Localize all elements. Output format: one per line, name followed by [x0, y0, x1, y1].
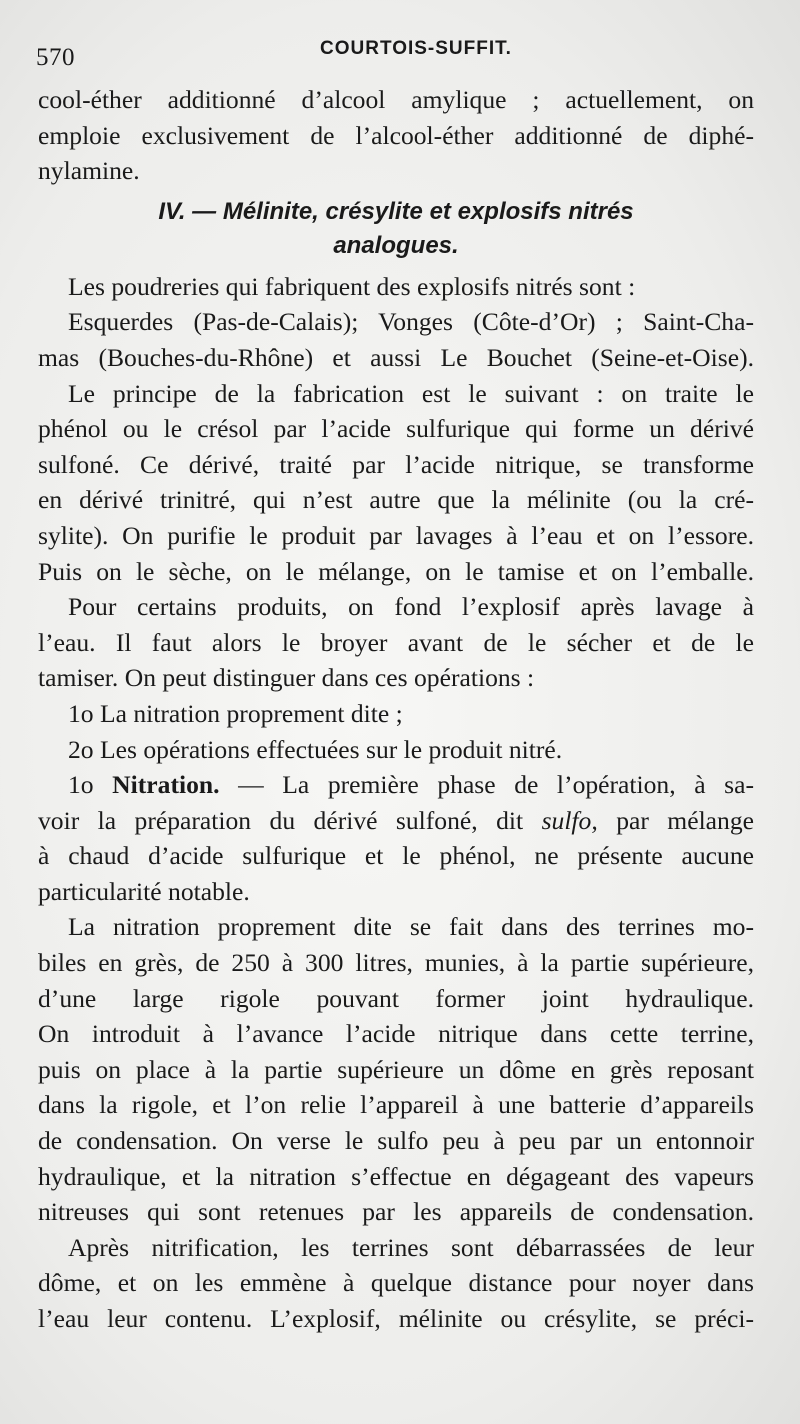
section-heading-line: analogues. [333, 231, 459, 259]
text-line: nylamine. [38, 156, 140, 186]
list-item: 1o La nitration proprement dite ; [68, 698, 403, 728]
text-line: l’eau leur contenu. L’explosif, mélinite ou crésylite, se préci- [38, 1304, 754, 1333]
text-line: Le principe de la fabrication est le suivant : on traite le [68, 378, 754, 408]
text-line: Puis on le sèche, on le mélange, on le tamise et on l’emballe. [38, 556, 754, 586]
text-line: Après nitrification, les terrines sont débarrassées de leur [68, 1232, 754, 1262]
text-line: cool-éther additionné d’alcool amylique ; actuellement, on [38, 85, 754, 114]
text-line: nitreuses qui sont retenues par les appareils de condensation. [38, 1197, 754, 1227]
section-heading [38, 195, 754, 263]
text-line: l’eau. Il faut alors le broyer avant de le sécher et de le [38, 627, 754, 657]
text-line: La nitration proprement dite se fait dans des terrines mo- [68, 912, 754, 942]
page-header [36, 38, 756, 78]
text-line: d’une large rigole pouvant former joint hydraulique. [38, 983, 754, 1013]
text-line: sulfoné. Ce dérivé, traité par l’acide nitrique, se transforme [38, 449, 754, 479]
text-line: mas (Bouches-du-Rhône) et aussi Le Bouchet (Seine-et-Oise). [38, 342, 754, 372]
text-line: de condensation. On verse le sulfo peu à peu par un entonnoir [38, 1126, 754, 1156]
text-line: dans la rigole, et l’on relie l’appareil à une batterie d’appareils [38, 1090, 754, 1120]
italic-term: sulfo, [541, 805, 598, 835]
text-line: Pour certains produits, on fond l’explosif après lavage à [68, 592, 754, 622]
text-line: en dérivé trinitré, qui n’est autre que la mélinite (ou la cré- [38, 485, 754, 515]
text-run: par mélange [616, 805, 754, 835]
text-run: — La première phase de l’opération, à sa- [238, 770, 754, 800]
text-line [38, 803, 754, 839]
text-run: voir la préparation du dérivé sulfoné, dit [38, 805, 524, 835]
running-title: COURTOIS-SUFFIT. [320, 38, 512, 59]
text-line: Esquerdes (Pas-de-Calais); Vonges (Côte-d’Or) ; Saint-Cha- [68, 307, 754, 337]
text-line: phénol ou le crésol par l’acide sulfurique qui forme un dérivé [38, 414, 754, 444]
text-line: emploie exclusivement de l’alcool-éther additionné de diphé- [38, 120, 754, 150]
text-line: puis on place à la partie supérieure un dôme en grès reposant [38, 1054, 754, 1084]
text-line: Les poudreries qui fabriquent des explosifs nitrés sont : [68, 271, 636, 301]
text-line: biles en grès, de 250 à 300 litres, munies, à la partie supérieure, [38, 948, 754, 978]
page-number: 570 [36, 44, 75, 71]
text-line: sylite). On purifie le produit par lavages à l’eau et on l’essore. [38, 520, 754, 550]
body-text [38, 82, 754, 1337]
text-line: tamiser. On peut distinguer dans ces opérations : [38, 663, 535, 693]
section-heading-line: IV. — Mélinite, crésylite et explosifs nitrés [158, 197, 634, 225]
text-line: dôme, et on les emmène à quelque distance pour noyer dans [38, 1268, 754, 1298]
text-line: à chaud d’acide sulfurique et le phénol, ne présente aucune [38, 841, 754, 871]
text-line [38, 767, 754, 803]
list-item: 2o Les opérations effectuées sur le produit nitré. [68, 734, 563, 764]
text-line: hydraulique, et la nitration s’effectue en dégageant des vapeurs [38, 1161, 754, 1191]
text-line: particularité notable. [38, 876, 250, 906]
subsection-title: Nitration. [112, 770, 220, 800]
text-line: On introduit à l’avance l’acide nitrique dans cette terrine, [38, 1019, 754, 1049]
list-number: 1o [68, 770, 94, 800]
